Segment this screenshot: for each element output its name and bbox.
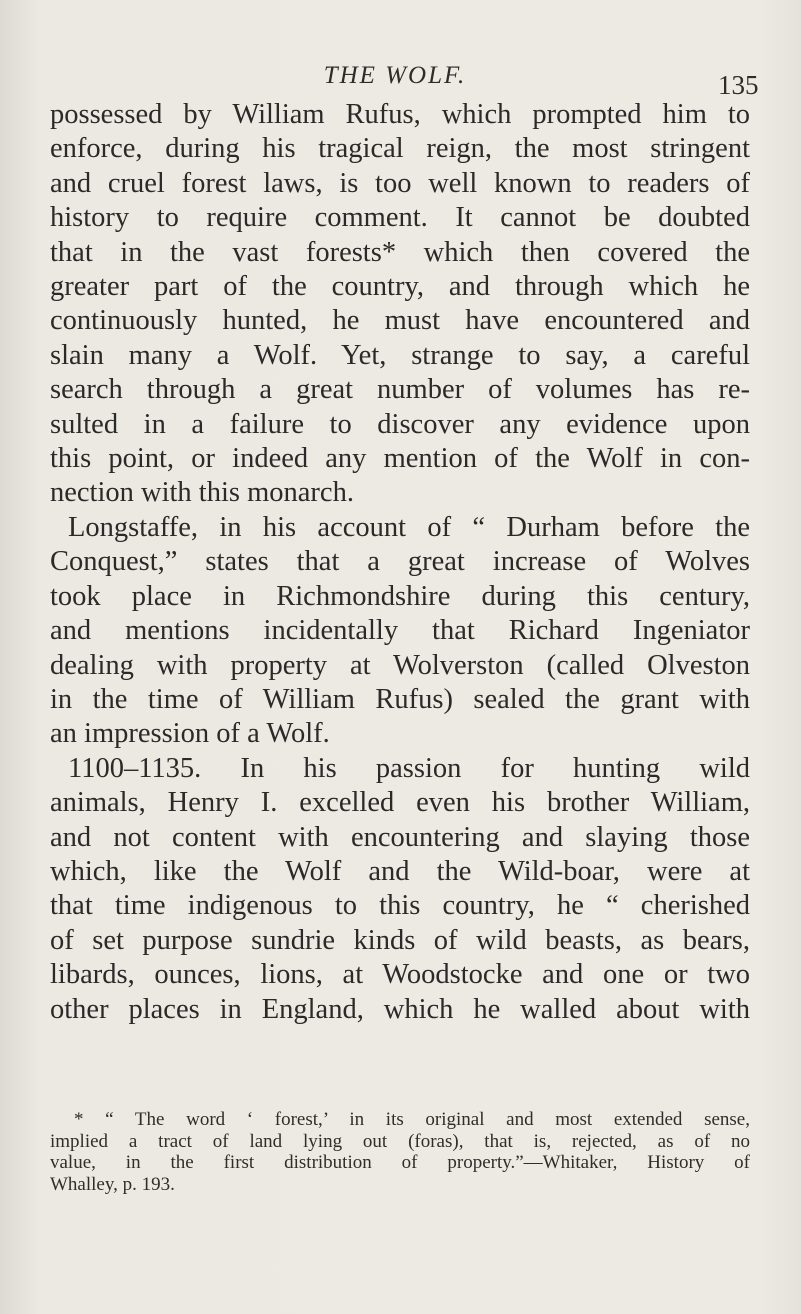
body-line: sulted in a failure to discover any evidence upon (50, 408, 750, 440)
body-line: animals, Henry I. excelled even his brother William, (50, 787, 750, 819)
body-line: in the time of William Rufus) sealed the grant with (50, 683, 750, 715)
body-line: enforce, during his tragical reign, the most stringent (50, 133, 750, 165)
footnote-line: value, in the first distribution of property.”—Whitaker, History of (50, 1152, 750, 1173)
body-line: search through a great number of volumes has re- (50, 374, 750, 406)
body-line: that in the vast forests* which then covered the (50, 236, 750, 268)
body-line: that time indigenous to this country, he “ cherished (50, 890, 750, 922)
body-line: which, like the Wolf and the Wild-boar, were at (50, 855, 750, 887)
body-line: and mentions incidentally that Richard Ingeniator (50, 615, 750, 647)
footnote-line: * “ The word ‘ forest,’ in its original and most extended sense, (74, 1109, 750, 1130)
body-line: slain many a Wolf. Yet, strange to say, a careful (50, 339, 750, 371)
body-line: and cruel forest laws, is too well known to readers of (50, 167, 750, 199)
body-line: nection with this monarch. (50, 477, 354, 509)
body-line: continuously hunted, he must have encountered and (50, 305, 750, 337)
body-line: this point, or indeed any mention of the Wolf in con- (50, 443, 750, 475)
body-line: history to require comment. It cannot be doubted (50, 202, 750, 234)
body-line: possessed by William Rufus, which prompted him to (50, 99, 750, 130)
body-line: other places in England, which he walled about with (50, 993, 750, 1025)
body-line: dealing with property at Wolverston (called Olveston (50, 649, 750, 681)
body-line: an impression of a Wolf. (50, 718, 330, 750)
page-number: 135 (718, 70, 759, 100)
body-text (50, 98, 750, 1027)
body-line: and not content with encountering and slaying those (50, 821, 750, 853)
body-line: libards, ounces, lions, at Woodstocke and one or two (50, 959, 750, 991)
body-line: greater part of the country, and through which he (50, 271, 750, 303)
body-line: Conquest,” states that a great increase of Wolves (50, 546, 750, 578)
body-line: Longstaffe, in his account of “ Durham before the (68, 511, 750, 543)
footnote-line: Whalley, p. 193. (50, 1173, 175, 1195)
footnote-line: implied a tract of land lying out (foras), that is, rejected, as of no (50, 1130, 750, 1152)
footnote (50, 1109, 750, 1195)
body-line: of set purpose sundrie kinds of wild beasts, as bears, (50, 924, 750, 956)
running-head: THE WOLF. (323, 62, 467, 89)
body-line: 1100–1135. In his passion for hunting wild (68, 752, 750, 784)
body-line: took place in Richmondshire during this century, (50, 580, 750, 612)
